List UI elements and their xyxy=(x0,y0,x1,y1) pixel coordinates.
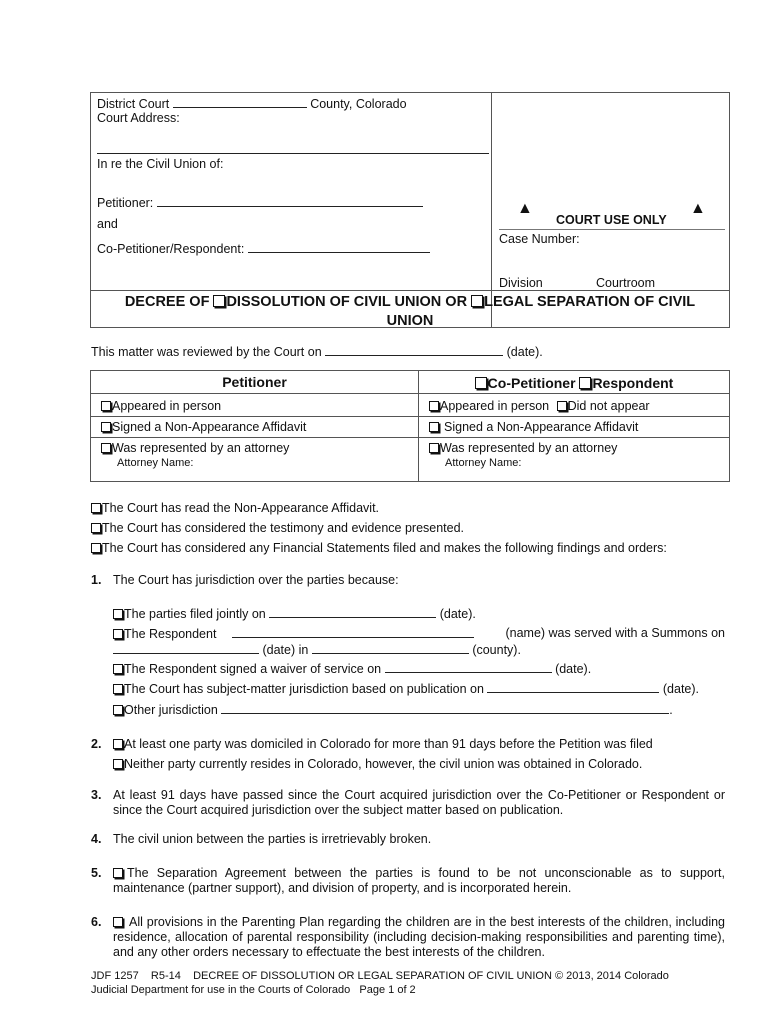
respondent-attorney-row[interactable] xyxy=(429,441,617,455)
filed-jointly-line xyxy=(113,606,476,621)
co-petitioner-checkbox[interactable] xyxy=(475,377,487,389)
district-court-line xyxy=(97,96,407,111)
publication-label: The Court has subject-matter jurisdiction based on publication on xyxy=(124,682,484,696)
filed-jointly-date-blank[interactable] xyxy=(269,606,436,618)
waiver-checkbox[interactable] xyxy=(113,664,123,674)
reviewed-line xyxy=(91,344,543,359)
division-label[interactable]: Division xyxy=(499,276,543,290)
respondent-served-checkbox[interactable] xyxy=(113,629,123,639)
footer xyxy=(91,969,669,997)
finding-financial[interactable] xyxy=(91,541,667,555)
finding-financial-checkbox[interactable] xyxy=(91,543,101,553)
item6-block xyxy=(113,915,725,960)
decree-title xyxy=(91,293,729,331)
finding-affidavit[interactable] xyxy=(91,501,379,515)
respondent-affidavit-checkbox[interactable] xyxy=(429,422,439,432)
neither-party-label: Neither party currently resides in Colorado, however, the civil union was obtained in Colorado. xyxy=(124,757,643,771)
co-petitioner-header-label: Co-Petitioner xyxy=(487,375,576,391)
served-date-county-line xyxy=(113,642,521,657)
case-number-label[interactable]: Case Number: xyxy=(499,232,580,246)
petitioner-header: Petitioner xyxy=(222,374,287,390)
neither-party-checkbox[interactable] xyxy=(113,759,123,769)
petitioner-attorney-name-label[interactable]: Attorney Name: xyxy=(117,457,194,469)
petitioner-attorney-row[interactable] xyxy=(101,441,289,455)
petitioner-affidavit-label: Signed a Non-Appearance Affidavit xyxy=(112,420,307,434)
petitioner-affidavit-row[interactable] xyxy=(101,420,306,434)
petitioner-attorney-checkbox[interactable] xyxy=(101,443,111,453)
respondent-name-blank[interactable] xyxy=(232,626,474,638)
reviewed-date-suffix: (date). xyxy=(506,345,543,359)
party-table-row-line-1 xyxy=(91,416,729,417)
court-address-label: Court Address: xyxy=(97,111,180,125)
triangle-left-icon: ▲ xyxy=(517,200,533,217)
finding-financial-label: The Court has considered any Financial Statements filed and makes the following findings and orders: xyxy=(102,541,667,555)
publication-checkbox[interactable] xyxy=(113,684,123,694)
other-jurisdiction-line xyxy=(113,702,673,717)
served-date-blank[interactable] xyxy=(113,642,259,654)
finding-testimony-checkbox[interactable] xyxy=(91,523,101,533)
co-petitioner-blank[interactable] xyxy=(248,241,430,253)
item5-number: 5. xyxy=(91,866,102,880)
respondent-affidavit-row[interactable] xyxy=(429,420,638,434)
court-use-only-label: COURT USE ONLY xyxy=(556,213,667,227)
item4-text: The civil union between the parties is irretrievably broken. xyxy=(113,832,432,846)
respondent-affidavit-label: Signed a Non-Appearance Affidavit xyxy=(444,420,639,434)
co-petitioner-line xyxy=(97,241,430,256)
waiver-line xyxy=(113,661,591,676)
title-part2: DISSOLUTION OF CIVIL UNION OR xyxy=(226,294,468,310)
item3-number: 3. xyxy=(91,788,102,802)
respondent-attorney-name-label[interactable]: Attorney Name: xyxy=(445,457,522,469)
respondent-did-not-appear-checkbox[interactable] xyxy=(557,401,567,411)
item1-number: 1. xyxy=(91,573,102,587)
other-jurisdiction-label: Other jurisdiction xyxy=(124,703,218,717)
other-jurisdiction-checkbox[interactable] xyxy=(113,705,123,715)
respondent-appeared-label: Appeared in person xyxy=(440,399,550,413)
respondent-did-not-appear-label: Did not appear xyxy=(567,399,650,413)
footer-line2: Judicial Department for use in the Courts of Colorado Page 1 of 2 xyxy=(91,984,416,996)
respondent-attorney-label: Was represented by an attorney xyxy=(440,441,618,455)
other-jurisdiction-blank[interactable] xyxy=(221,702,669,714)
co-petitioner-label: Co-Petitioner/Respondent: xyxy=(97,242,245,256)
finding-affidavit-label: The Court has read the Non-Appearance Affidavit. xyxy=(102,501,380,515)
footer-line1: JDF 1257 R5-14 DECREE OF DISSOLUTION OR LEGAL SEPARATION OF CIVIL UNION © 2013, 2014 Colorado xyxy=(91,970,669,982)
county-name-blank[interactable] xyxy=(312,642,469,654)
title-part1: DECREE OF xyxy=(124,294,210,310)
petitioner-line xyxy=(97,195,423,210)
respondent-attorney-checkbox[interactable] xyxy=(429,443,439,453)
item6-text: All provisions in the Parenting Plan regarding the children are in the best interests of the children, including residence, allocation of parental responsibility (including decision-making responsibilities and parenting time), and any other orders necessary to effectuate the best interests of the children. xyxy=(113,915,725,959)
date-in-label: (date) in xyxy=(262,643,309,657)
respondent-checkbox[interactable] xyxy=(579,377,591,389)
in-re-label: In re the Civil Union of: xyxy=(97,157,224,171)
item4-number: 4. xyxy=(91,832,102,846)
finding-testimony[interactable] xyxy=(91,521,464,535)
petitioner-appeared-checkbox[interactable] xyxy=(101,401,111,411)
district-court-label: District Court xyxy=(97,97,170,111)
respondent-appeared-row xyxy=(429,399,650,413)
address-line xyxy=(97,153,489,154)
filed-jointly-label: The parties filed jointly on xyxy=(124,607,266,621)
domiciled-checkbox[interactable] xyxy=(113,739,123,749)
respondent-appeared-checkbox[interactable] xyxy=(429,401,439,411)
petitioner-attorney-label: Was represented by an attorney xyxy=(112,441,290,455)
served-summons-label: (name) was served with a Summons on xyxy=(505,626,725,640)
item3-text: At least 91 days have passed since the Court acquired jurisdiction over the Co-Petitioner or Respondent or since the Court acquired jurisdiction over the subject matter based on publication. xyxy=(113,788,725,817)
waiver-date-suffix: (date). xyxy=(555,662,592,676)
item2-number: 2. xyxy=(91,737,102,751)
dissolution-checkbox[interactable] xyxy=(213,295,225,307)
petitioner-appeared-row[interactable] xyxy=(101,399,221,413)
respondent-served-label: The Respondent xyxy=(124,627,217,641)
petitioner-blank[interactable] xyxy=(157,195,423,207)
reviewed-label: This matter was reviewed by the Court on xyxy=(91,345,322,359)
reviewed-date-blank[interactable] xyxy=(325,344,503,356)
other-jurisdiction-period: . xyxy=(669,703,673,717)
item2-domiciled[interactable] xyxy=(113,737,653,751)
respondent-header-label: Respondent xyxy=(592,375,674,391)
respondent-header xyxy=(418,375,730,391)
caption-box xyxy=(90,92,730,328)
courtroom-label[interactable]: Courtroom xyxy=(596,276,656,290)
party-table xyxy=(90,370,730,482)
respondent-served-line xyxy=(113,626,725,641)
triangle-right-icon: ▲ xyxy=(690,200,706,217)
party-table-row-line-2 xyxy=(91,437,729,438)
title-part3: LEGAL SEPARATION OF CIVIL xyxy=(484,294,696,310)
county-colorado-label: County, Colorado xyxy=(310,97,407,111)
item2-neither-party[interactable] xyxy=(113,757,642,771)
petitioner-affidavit-checkbox[interactable] xyxy=(101,422,111,432)
party-table-header-line xyxy=(91,393,729,394)
court-use-line xyxy=(499,229,725,230)
filed-jointly-checkbox[interactable] xyxy=(113,609,123,619)
filed-jointly-date-suffix: (date). xyxy=(439,607,476,621)
waiver-date-blank[interactable] xyxy=(385,661,552,673)
caption-vertical-divider xyxy=(491,93,492,327)
finding-testimony-label: The Court has considered the testimony and evidence presented. xyxy=(102,521,465,535)
waiver-label: The Respondent signed a waiver of service on xyxy=(124,662,382,676)
county-blank[interactable] xyxy=(173,96,307,108)
domiciled-label: At least one party was domiciled in Colorado for more than 91 days before the Petition was filed xyxy=(124,737,653,751)
title-part4: UNION xyxy=(386,313,434,329)
parenting-plan-checkbox[interactable] xyxy=(113,917,123,927)
item5-block xyxy=(113,866,725,896)
petitioner-label: Petitioner: xyxy=(97,196,154,210)
legal-separation-checkbox[interactable] xyxy=(471,295,483,307)
publication-date-blank[interactable] xyxy=(487,681,659,693)
county-suffix: (county). xyxy=(472,643,521,657)
item6-number: 6. xyxy=(91,915,102,929)
publication-date-suffix: (date). xyxy=(662,682,700,696)
separation-agreement-checkbox[interactable] xyxy=(113,868,123,878)
and-label: and xyxy=(97,217,118,231)
publication-line xyxy=(113,681,699,696)
caption-horizontal-divider xyxy=(91,290,729,291)
item5-text: The Separation Agreement between the parties is found to be not unconscionable as to support, maintenance (partner support), and division of property, and is incorporated herein. xyxy=(113,866,725,895)
item1-text: The Court has jurisdiction over the parties because: xyxy=(113,573,399,587)
petitioner-appeared-label: Appeared in person xyxy=(112,399,222,413)
finding-affidavit-checkbox[interactable] xyxy=(91,503,101,513)
